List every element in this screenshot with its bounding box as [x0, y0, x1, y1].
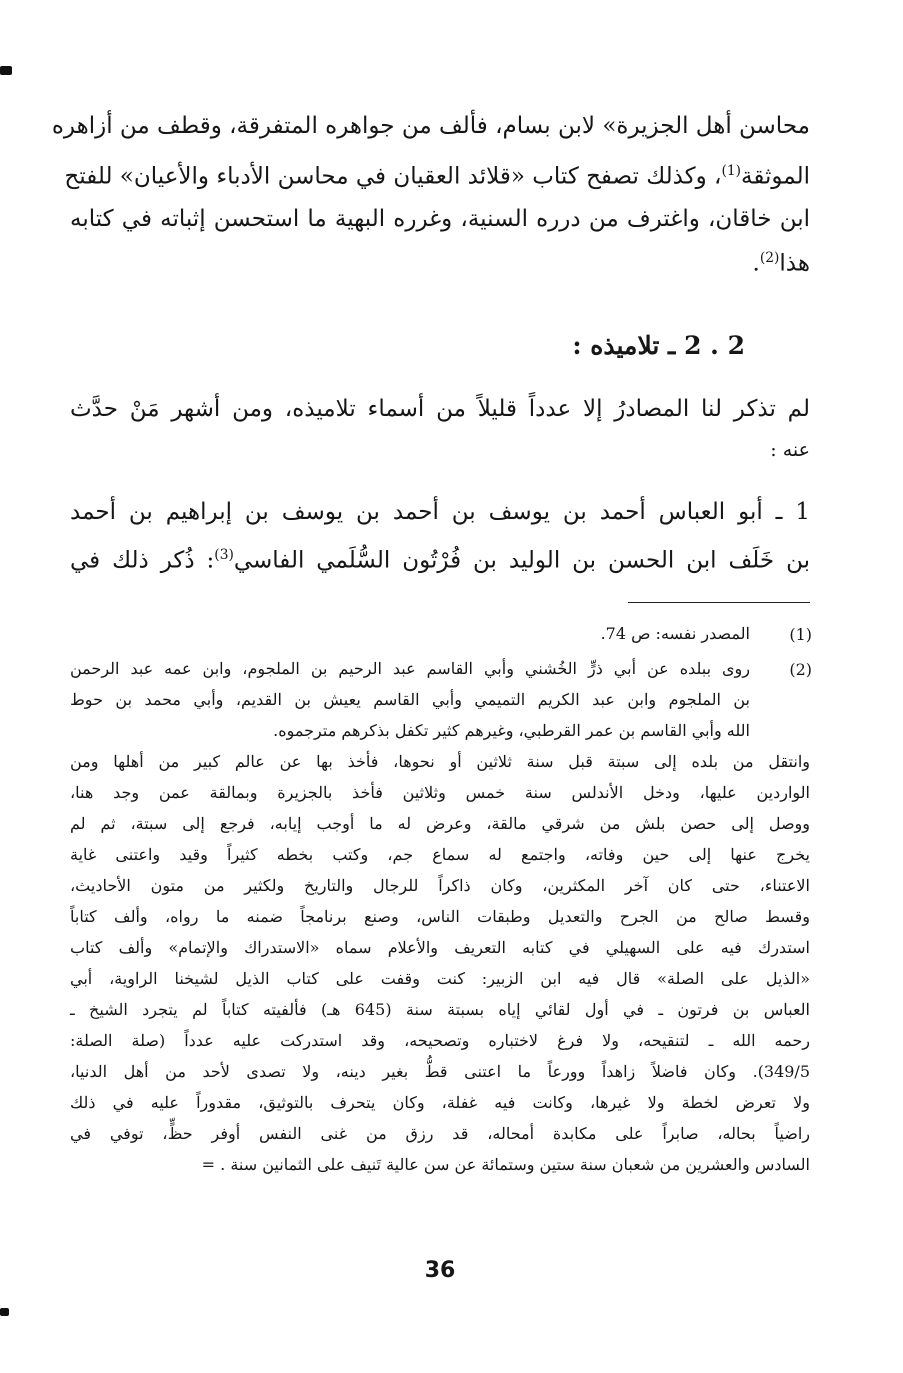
- page-number: 36: [424, 1258, 456, 1283]
- footnote-reference: (2): [759, 250, 780, 266]
- body-text-line: لم تذكر لنا المصادرُ إلا عدداً قليلاً من أسماء تلاميذه، ومن أشهر مَنْ حدَّث: [70, 396, 810, 422]
- footnote-line: رحمه الله ـ لتنقيحه، ولا فرغ لاختباره وتصحيحه، وقد استدركت عليه عدداً (صلة الصلة:: [70, 1031, 810, 1050]
- footnote-line: راضياً بحاله، صابراً على مكابدة أمحاله، قد رزق من غنى النفس أوفر حظٍّ، توفي في: [70, 1124, 810, 1143]
- footnote-line: السادس والعشرين من شعبان سنة ستين وستمائة عن سن عالية تَنيف على الثمانين سنة . =: [201, 1155, 810, 1174]
- footnote-line: وقسط صالح من الجرح والتعديل وطبقات الناس، وصنع برنامجاً ضمنه ما رواه، وألف كتاباً: [70, 907, 810, 926]
- footnote-line: العباس بن فرتون ـ في أول لقائي إياه بسبتة سنة (645 هـ) فألفيته كتاباً لم يتجرد الشيخ ـ: [70, 1000, 810, 1019]
- body-text-line: 1 ـ أبو العباس أحمد بن يوسف بن أحمد بن يوسف بن إبراهيم بن أحمد: [70, 499, 810, 525]
- footnote-line: بن الملجوم وابن عبد الكريم التميمي وأبي القاسم يعيش بن القديم، وأبي محمد بن حوط: [70, 690, 750, 709]
- scan-edge-mark: [0, 1308, 9, 1316]
- footnote-line: روى ببلده عن أبي ذرٍّ الخُشني وأبي القاسم عبد الرحيم بن الملجوم، وابن عمه عبد الرحمن: [70, 659, 751, 678]
- section-heading: 2 . 2 ـ تلاميذه :: [572, 331, 745, 360]
- body-text-line: هذا$^{(2)}$.: [752, 250, 810, 277]
- footnote-line: ووصل إلى حصن بلش من شرقي مالقة، وعرض له ما أوجب إيابه، فرجع إلى سبتة، ثم لم: [70, 814, 810, 833]
- footnote-number: (1): [789, 625, 812, 644]
- body-text-line: عنه :: [770, 439, 810, 461]
- footnote-line: الواردين عليها، ودخل الأندلس سنة خمس وثلاثين فأخذ بالجزيرة وبمالقة عمن وجد هنا،: [70, 783, 810, 802]
- footnote-line: ولا تعرض لخطة ولا غيرها، وكانت فيه غفلة، وكان يتحرف بالتوثيق، مقدوراً عليه في ذلك: [70, 1093, 810, 1112]
- footnote-separator: [628, 602, 810, 603]
- body-text-line: بن خَلَف ابن الحسن بن الوليد بن فُرْتُون السُّلَمي الفاسي$^{(3)}$: ذُكر ذلك في: [70, 547, 810, 574]
- footnote-line: الاعتناء، حتى كان آخر المكثرين، وكان ذاكراً للرجال والتاريخ ولكثير من متون الأحاديث،: [70, 876, 810, 895]
- footnote-reference: (3): [214, 547, 234, 563]
- footnote-reference: (1): [721, 163, 742, 179]
- footnote-line: المصدر نفسه: ص 74.: [600, 624, 750, 643]
- body-text-line: محاسن أهل الجزيرة» لابن بسام، فألف من جواهره المتفرقة، وقطف من أزاهره: [51, 113, 810, 139]
- footnote-line: يخرج عنها إلى حين وفاته، واجتمع له سماع جم، وكتب بخطه كثيراً وقيد واعتنى غاية: [70, 845, 810, 864]
- body-text-line: ابن خاقان، واغترف من درره السنية، وغرره البهية ما استحسن إثباته في كتابه: [70, 206, 810, 232]
- scan-edge-mark: [0, 66, 12, 75]
- footnote-number: (2): [789, 660, 812, 679]
- footnote-line: الله وأبي القاسم بن عمر القرطبي، وغيرهم كثير تكفل بذكرهم مترجموه.: [273, 721, 750, 740]
- footnote-line: وانتقل من بلده إلى سبتة قبل سنة ثلاثين أو نحوها، فأخذ بها عن عالم كبير من أهلها ومن: [70, 752, 810, 771]
- footnote-line: 349/5). وكان فاضلاً زاهداً وورعاً ما اعتنى قطُّ بغير دينه، ولا تصدى لأحد من أهل الدنيا،: [70, 1062, 810, 1081]
- footnote-line: استدرك فيه على السهيلي في كتابه التعريف والأعلام سماه «الاستدراك والإتمام» وألف كتاب: [70, 938, 810, 957]
- footnote-line: «الذيل على الصلة» قال فيه ابن الزبير: كنت وقفت على كتاب الذيل لشيخنا الراوية، أبي: [70, 969, 810, 988]
- body-text-line: الموثقة$^{(1)}$، وكذلك تصفح كتاب «قلائد العقيان في محاسن الأدباء والأعيان» للفتح: [64, 163, 810, 190]
